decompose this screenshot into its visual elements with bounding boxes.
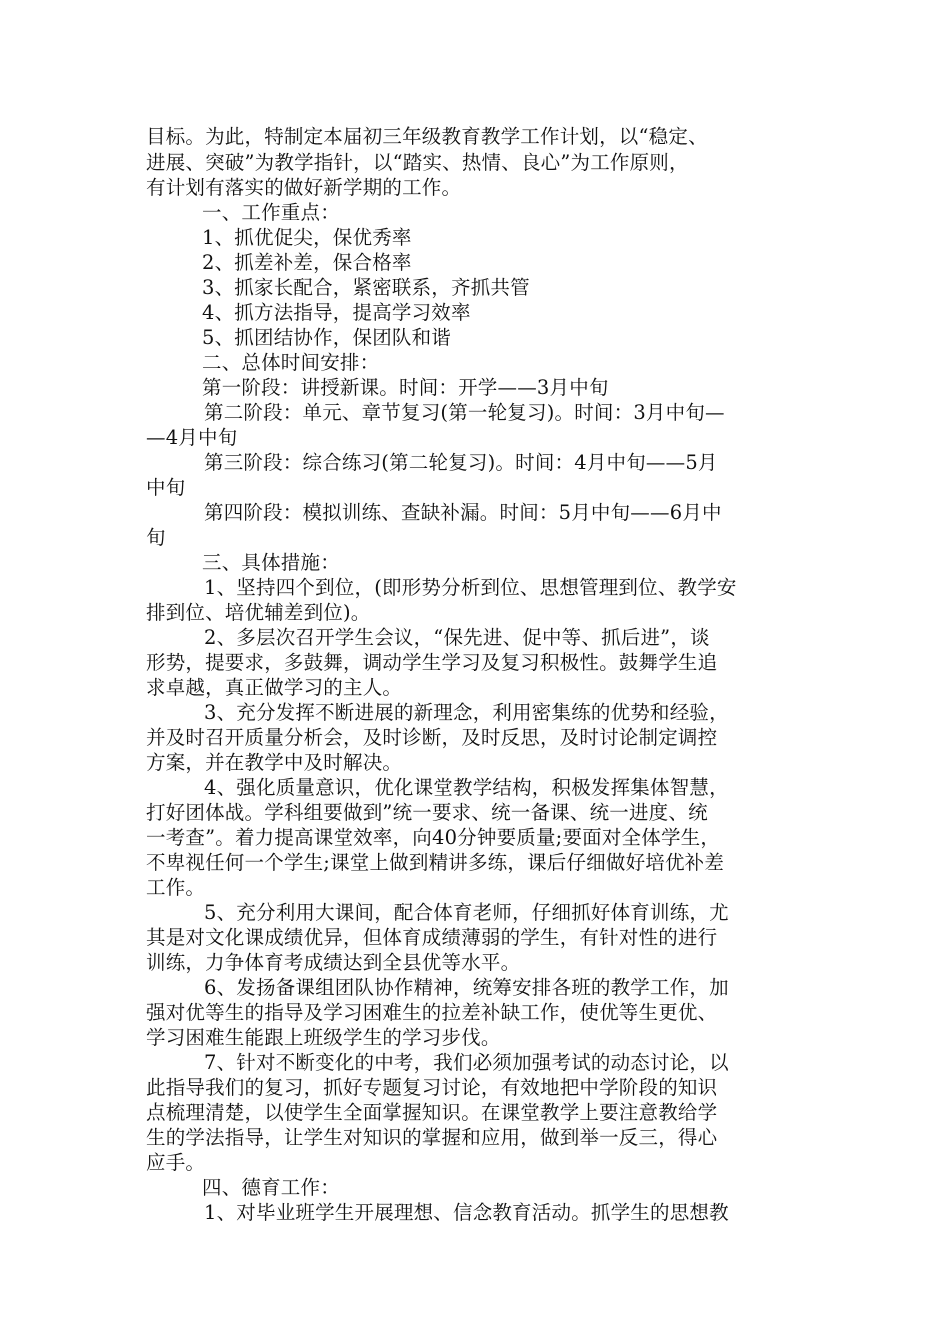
text-line: 中旬 [146,476,186,499]
text-line: 3、充分发挥不断进展的新理念，利用密集练的优势和经验， [204,701,729,724]
text-line: 学习困难生能跟上班级学生的学习步伐。 [146,1026,501,1049]
list-item: 4、抓方法指导，提高学习效率 [202,301,471,324]
text-line: 第二阶段：单元、章节复习(第一轮复习)。时间：3月中旬— [204,401,725,424]
text-line: 第一阶段：讲授新课。时间：开学——3月中旬 [202,376,609,399]
text-line: 点梳理清楚，以使学生全面掌握知识。在课堂教学上要注意教给学 [146,1101,718,1124]
text-line: 应手。 [146,1151,206,1174]
section-heading: 三、具体措施： [202,551,340,574]
text-line: 强对优等生的指导及学习困难生的拉差补缺工作，使优等生更优、 [146,1001,718,1024]
text-line: 训练，力争体育考成绩达到全县优等水平。 [146,951,521,974]
text-line: 1、坚持四个到位，(即形势分析到位、思想管理到位、教学安 [204,576,737,599]
section-heading: 四、德育工作： [202,1176,340,1199]
text-line: 其是对文化课成绩优异，但体育成绩薄弱的学生，有针对性的进行 [146,926,718,949]
text-line: 不卑视任何一个学生;课堂上做到精讲多练，课后仔细做好培优补差 [146,851,725,874]
text-line: 目标。为此，特制定本届初三年级教育教学工作计划，以“稳定、 [146,125,708,148]
text-line: —4月中旬 [146,426,238,449]
text-line: 打好团体战。学科组要做到”统一要求、统一备课、统一进度、统 [146,801,708,824]
list-item: 3、抓家长配合，紧密联系，齐抓共管 [202,276,530,299]
text-line: 第四阶段：模拟训练、查缺补漏。时间：5月中旬——6月中 [204,501,722,524]
text-line: 方案，并在教学中及时解决。 [146,751,403,774]
section-heading: 一、工作重点： [202,201,340,224]
text-line: 有计划有落实的做好新学期的工作。 [146,176,462,199]
section-heading: 二、总体时间安排： [202,351,380,374]
text-line: 一考查”。着力提高课堂效率，向40分钟要质量;要面对全体学生， [146,826,721,849]
text-line: 此指导我们的复习，抓好专题复习讨论，有效地把中学阶段的知识 [146,1076,718,1099]
text-line: 2、多层次召开学生会议，“保先进、促中等、抓后进”，谈 [204,626,710,649]
list-item: 5、抓团结协作，保团队和谐 [202,326,452,349]
text-line: 1、对毕业班学生开展理想、信念教育活动。抓学生的思想教 [204,1201,729,1224]
text-line: 旬 [146,526,166,549]
text-line: 7、针对不断变化的中考，我们必须加强考试的动态讨论，以 [204,1051,729,1074]
text-line: 进展、突破”为教学指针，以“踏实、热情、良心”为工作原则， [146,151,689,174]
text-line: 4、强化质量意识，优化课堂教学结构，积极发挥集体智慧， [204,776,729,799]
text-line: 5、充分利用大课间，配合体育老师，仔细抓好体育训练，尤 [204,901,729,924]
text-line: 形势，提要求，多鼓舞，调动学生学习及复习积极性。鼓舞学生追 [146,651,718,674]
text-line: 求卓越，真正做学习的主人。 [146,676,403,699]
text-line: 工作。 [146,876,206,899]
list-item: 1、抓优促尖，保优秀率 [202,226,412,249]
text-line: 第三阶段：综合练习(第二轮复习)。时间：4月中旬——5月 [204,451,718,474]
text-line: 6、发扬备课组团队协作精神，统筹安排各班的教学工作，加 [204,976,729,999]
text-line: 并及时召开质量分析会，及时诊断，及时反思，及时讨论制定调控 [146,726,718,749]
list-item: 2、抓差补差，保合格率 [202,251,412,274]
text-line: 排到位、培优辅差到位)。 [146,601,371,624]
text-line: 生的学法指导，让学生对知识的掌握和应用，做到举一反三，得心 [146,1126,718,1149]
